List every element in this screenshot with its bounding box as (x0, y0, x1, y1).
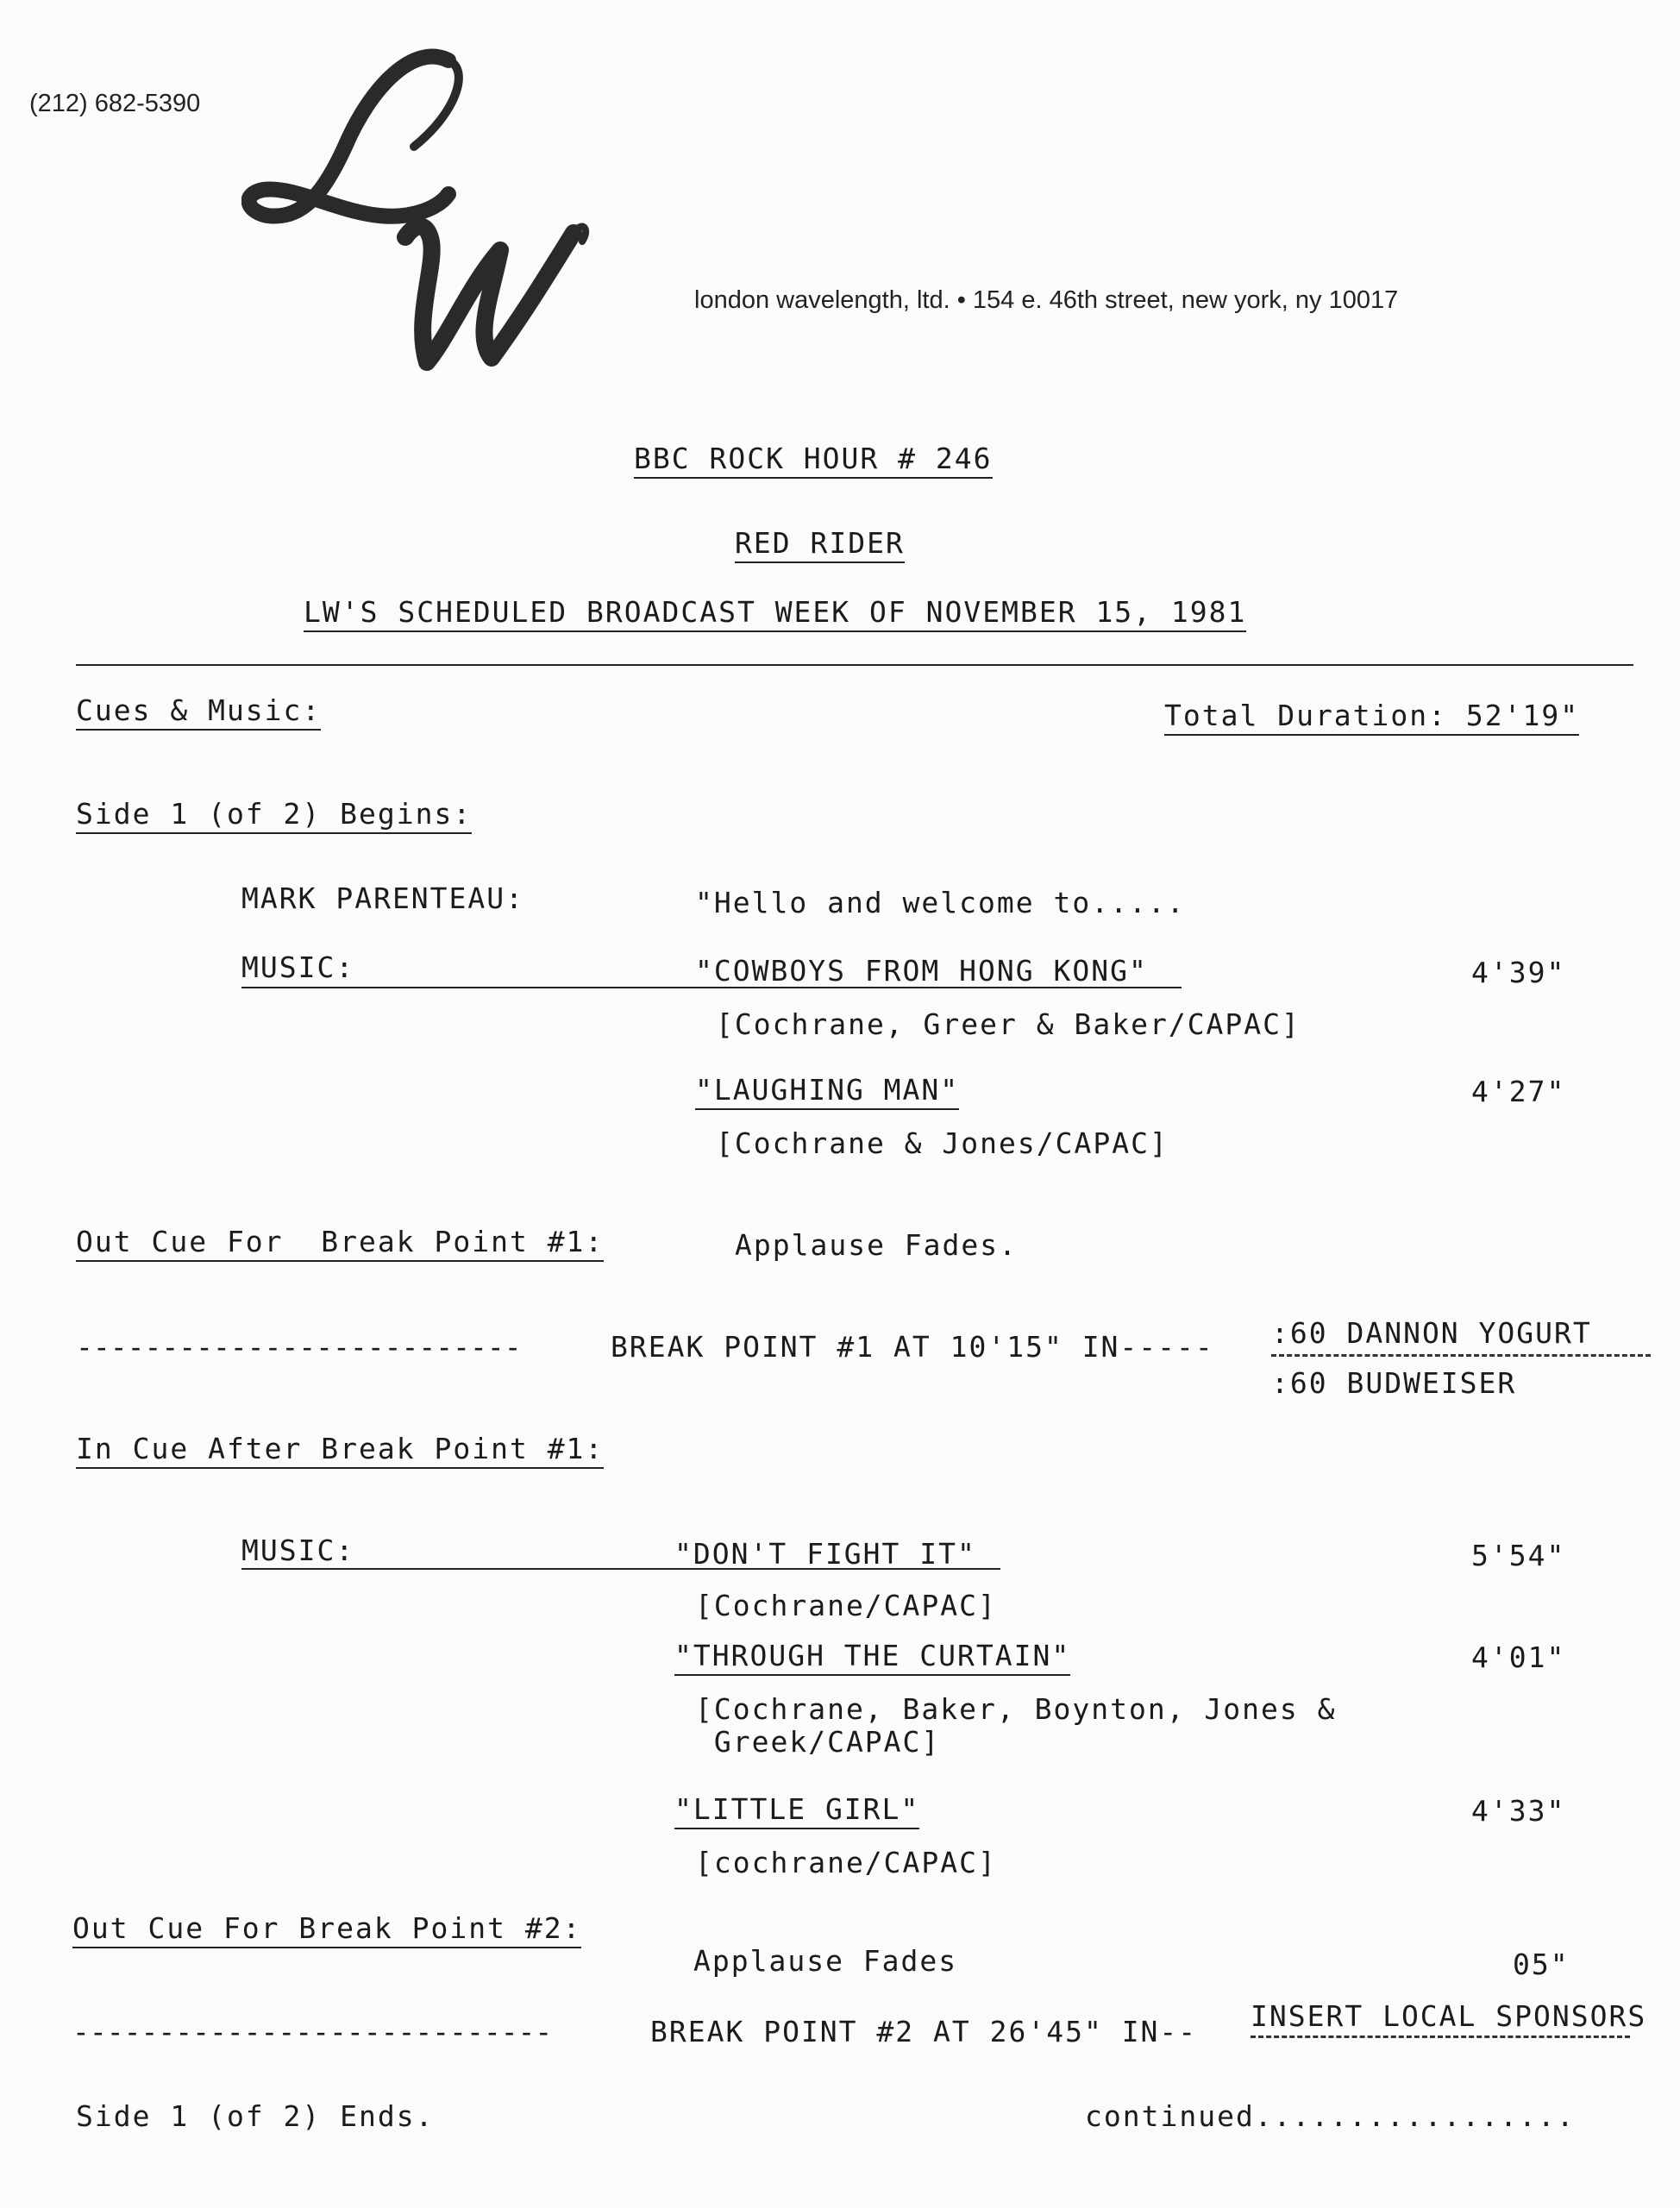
sponsor-dashes (1251, 2036, 1630, 2038)
track-credit: [Cochrane, Baker, Boynton, Jones & (695, 1692, 1337, 1726)
company-address: london wavelength, ltd. • 154 e. 46th street, new york, ny 10017 (694, 286, 1399, 314)
track-title: "DON'T FIGHT IT" (674, 1537, 976, 1571)
program-title: BBC ROCK HOUR # 246 (634, 442, 993, 479)
sponsor: INSERT LOCAL SPONSORS (1251, 1999, 1647, 2033)
side-begins-label: Side 1 (of 2) Begins: (76, 797, 472, 834)
track-title: "THROUGH THE CURTAIN" (674, 1639, 1070, 1676)
continued-text: continued................. (1085, 2099, 1576, 2133)
out-cue-label: Out Cue For Break Point #2: (72, 1911, 581, 1948)
intro-speaker: MARK PARENTEAU: (241, 881, 525, 915)
in-cue-label: In Cue After Break Point #1: (76, 1432, 604, 1469)
track-credit: [Cochrane, Greer & Baker/CAPAC] (716, 1007, 1301, 1041)
sponsor: :60 BUDWEISER (1271, 1366, 1517, 1400)
track-time: 5'54" (1471, 1539, 1566, 1572)
break-dashes: ---------------------------- (72, 2015, 553, 2048)
track-credit: [Cochrane/CAPAC] (695, 1589, 997, 1622)
track-credit: [Cochrane & Jones/CAPAC] (716, 1126, 1169, 1160)
break-point-text: BREAK POINT #2 AT 26'45" IN-- (650, 2015, 1198, 2048)
intro-line: "Hello and welcome to..... (695, 886, 1186, 919)
music-label: MUSIC: (241, 950, 355, 984)
out-cue-text: Applause Fades. (735, 1228, 1019, 1262)
sponsor: :60 DANNON YOGURT (1271, 1316, 1592, 1350)
out-cue-label: Out Cue For Break Point #1: (76, 1225, 604, 1262)
divider-line (76, 664, 1633, 666)
total-duration: Total Duration: 52'19" (1164, 699, 1579, 736)
phone-number: (212) 682-5390 (29, 90, 201, 117)
sponsor-dashes (1271, 1354, 1651, 1357)
break-dashes: -------------------------- (76, 1330, 522, 1364)
track-title: "LAUGHING MAN" (695, 1073, 959, 1110)
track-time: 4'39" (1471, 956, 1566, 989)
out-cue-time: 05" (1513, 1948, 1570, 1981)
track-time: 4'27" (1471, 1075, 1566, 1108)
track-time: 4'01" (1471, 1640, 1566, 1674)
side-ends-label: Side 1 (of 2) Ends. (76, 2099, 435, 2133)
out-cue-text: Applause Fades (693, 1944, 958, 1978)
track-credit: [cochrane/CAPAC] (695, 1846, 997, 1879)
broadcast-schedule: LW'S SCHEDULED BROADCAST WEEK OF NOVEMBER 15, 1981 (304, 595, 1246, 632)
cues-music-label: Cues & Music: (76, 693, 321, 731)
track-credit: Greek/CAPAC] (695, 1725, 941, 1759)
artist-title: RED RIDER (735, 526, 905, 563)
break-point-text: BREAK POINT #1 AT 10'15" IN----- (611, 1330, 1214, 1364)
track-title: "LITTLE GIRL" (674, 1792, 919, 1829)
track-title: "COWBOYS FROM HONG KONG" (695, 954, 1148, 988)
music-label: MUSIC: (241, 1534, 355, 1567)
track-time: 4'33" (1471, 1794, 1566, 1828)
company-logo (241, 34, 647, 380)
